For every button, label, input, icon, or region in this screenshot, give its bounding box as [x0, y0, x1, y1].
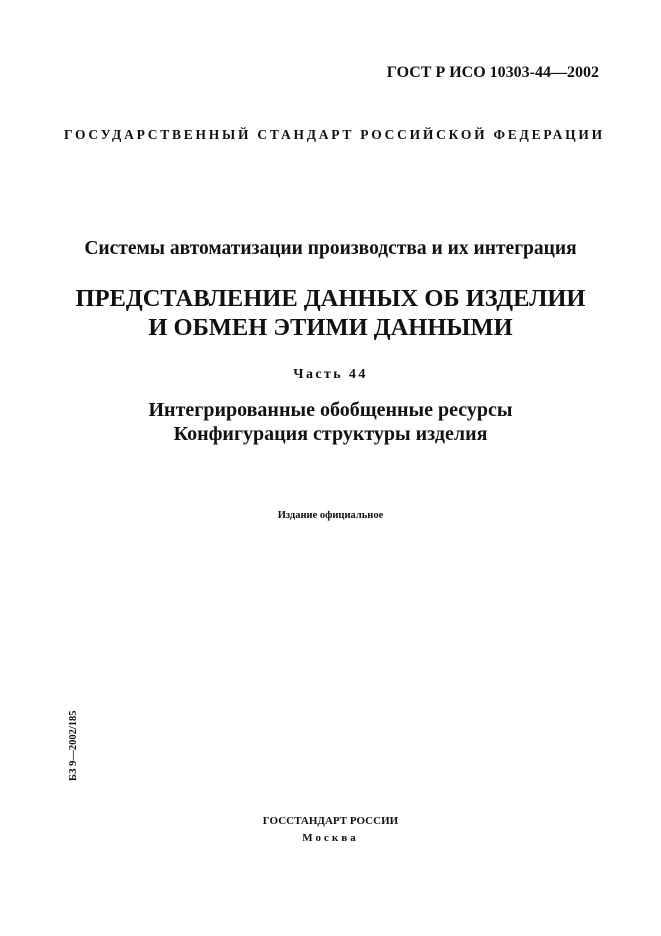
- subtitle: [0, 398, 661, 446]
- part-label: Часть 44: [293, 367, 368, 382]
- document-code: ГОСТ Р ИСО 10303-44—2002: [386, 64, 599, 81]
- main-title-line-1: ПРЕДСТАВЛЕНИЕ ДАННЫХ ОБ ИЗДЕЛИИ: [75, 285, 586, 312]
- main-title: [0, 284, 661, 342]
- side-catalog-code: БЗ 9—2002/185: [68, 710, 79, 781]
- state-standard-heading: ГОСУДАРСТВЕННЫЙ СТАНДАРТ РОССИЙСКОЙ ФЕДЕРАЦИИ: [64, 127, 605, 142]
- subtitle-line-1: Интегрированные обобщенные ресурсы: [148, 399, 513, 421]
- subtitle-line-2: Конфигурация структуры изделия: [173, 423, 488, 445]
- main-title-line-2: И ОБМЕН ЭТИМИ ДАННЫМИ: [148, 314, 513, 341]
- edition-note: Издание официальное: [277, 510, 384, 521]
- publisher: ГОССТАНДАРТ РОССИИ: [262, 815, 399, 827]
- series-title: Системы автоматизации производства и их интеграция: [84, 238, 577, 259]
- publication-city: Москва: [302, 832, 359, 844]
